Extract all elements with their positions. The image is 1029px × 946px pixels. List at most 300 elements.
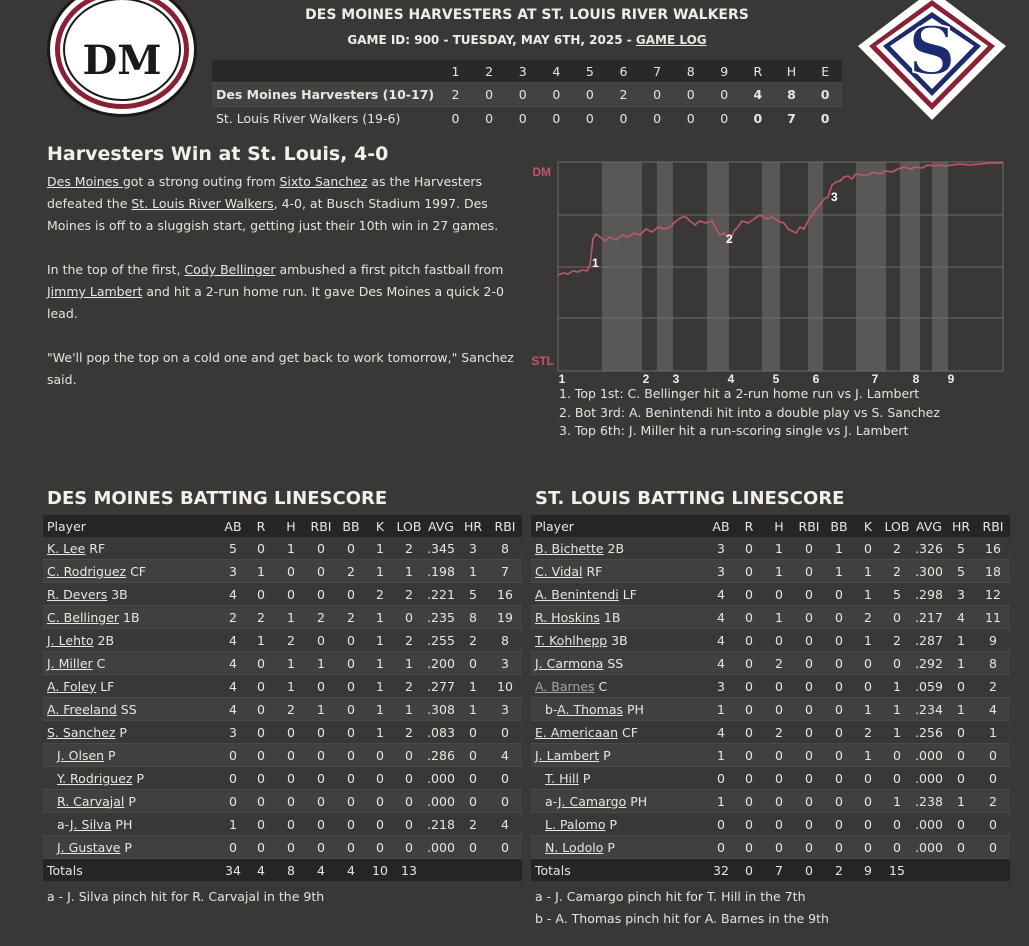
stat-cell: 0 [764, 767, 794, 790]
stat-cell: 0 [946, 721, 976, 744]
player-link[interactable]: A. Thomas [557, 701, 624, 717]
inning-header: 7 [640, 60, 674, 83]
player-cell [43, 652, 220, 675]
stat-cell: 0 [336, 583, 366, 606]
stat-cell: 0 [734, 560, 764, 583]
batting-header-row [43, 515, 522, 537]
stat-cell: .308 [424, 698, 458, 721]
total-cell: 15 [882, 859, 912, 882]
stat-cell: 4 [976, 698, 1010, 721]
event-marker-3: 3 [831, 190, 838, 204]
linescore-cell: 7 [775, 107, 809, 131]
stat-cell: 4 [220, 652, 246, 675]
player-position: 2B [603, 540, 625, 556]
stat-cell: 0 [276, 583, 306, 606]
player-link[interactable]: Y. Rodriguez [57, 770, 133, 786]
player-position: P [124, 793, 136, 809]
stat-cell: 4 [946, 606, 976, 629]
inning-header: 9 [707, 60, 741, 83]
chart-note-3: 3. Top 6th: J. Miller hit a run-scoring single vs J. Lambert [559, 423, 909, 438]
stat-cell: 0 [854, 790, 882, 813]
stat-cell: 0 [306, 744, 336, 767]
linescore-team-name: Des Moines Harvesters (10-17) [212, 83, 439, 107]
stat-cell: 0 [976, 813, 1010, 836]
stat-cell: .238 [912, 790, 946, 813]
player-link[interactable]: T. Hill [545, 770, 579, 786]
stat-cell: .221 [424, 583, 458, 606]
player-link[interactable]: J. Olsen [57, 747, 105, 763]
stat-cell: 4 [220, 698, 246, 721]
player-cell [531, 698, 708, 721]
stat-cell: 0 [794, 744, 824, 767]
player-position: 1B [119, 609, 140, 625]
batting-row [531, 606, 1010, 629]
stat-cell: .286 [424, 744, 458, 767]
stat-cell: 7 [488, 560, 522, 583]
stat-cell: 1 [882, 721, 912, 744]
inning-label: 2 [642, 372, 650, 386]
stat-cell: 2 [764, 652, 794, 675]
player-link[interactable]: C. Rodriguez [47, 563, 127, 579]
stat-cell: 0 [458, 836, 488, 859]
player-cell [531, 629, 708, 652]
player-cell [43, 537, 220, 560]
stat-cell: 0 [764, 790, 794, 813]
player-link[interactable]: R. Hoskins [535, 609, 600, 625]
stat-cell: 0 [336, 744, 366, 767]
player-link[interactable]: A. Benintendi [535, 586, 619, 602]
player-link[interactable]: L. Palomo [545, 816, 606, 832]
stat-cell: 0 [246, 813, 276, 836]
player-position: 3B [107, 586, 128, 602]
stat-cell: 0 [854, 537, 882, 560]
stat-cell: .200 [424, 652, 458, 675]
stat-cell: 1 [394, 560, 424, 583]
batting-row [43, 721, 522, 744]
player-link[interactable]: J. Lehto [47, 632, 94, 648]
player-link[interactable]: R. Devers [47, 586, 108, 602]
player-position: C [92, 655, 106, 671]
linescore-cell: 0 [640, 107, 674, 131]
stat-cell: 18 [976, 560, 1010, 583]
player-link[interactable]: S. Sanchez [47, 724, 116, 740]
stat-cell: 0 [734, 629, 764, 652]
batting-row [531, 537, 1010, 560]
stat-cell: 0 [458, 790, 488, 813]
stat-cell: 0 [976, 767, 1010, 790]
player-cell [43, 698, 220, 721]
stat-cell: 16 [488, 583, 522, 606]
linescore-cell: 0 [808, 83, 842, 107]
stat-cell: 0 [276, 560, 306, 583]
stat-cell: 3 [708, 537, 734, 560]
stat-cell: 1 [824, 560, 854, 583]
stat-cell: 0 [246, 744, 276, 767]
stat-cell: 0 [246, 721, 276, 744]
stat-cell: 0 [220, 767, 246, 790]
stat-cell: 2 [764, 721, 794, 744]
player-link-cody-bellinger[interactable]: Cody Bellinger [184, 262, 276, 277]
player-link[interactable]: T. Kohlhepp [535, 632, 608, 648]
stat-cell: 1 [854, 560, 882, 583]
player-link[interactable]: J. Silva [69, 816, 112, 832]
stat-cell: 0 [394, 836, 424, 859]
stl-batting-table [531, 515, 1010, 881]
player-position: P [603, 839, 615, 855]
stat-cell: 1 [246, 560, 276, 583]
player-cell [43, 560, 220, 583]
stat-cell: 2 [246, 606, 276, 629]
stat-cell: 8 [458, 606, 488, 629]
stat-cell: 1 [276, 606, 306, 629]
player-link[interactable]: A. Freeland [47, 701, 117, 717]
stat-cell: 0 [246, 675, 276, 698]
linescore-cell: 0 [540, 83, 574, 107]
stat-cell: .059 [912, 675, 946, 698]
stat-cell: 2 [854, 721, 882, 744]
stat-cell: .235 [424, 606, 458, 629]
player-link[interactable]: C. Bellinger [47, 609, 120, 625]
stat-cell: 0 [336, 790, 366, 813]
stat-cell: 0 [824, 629, 854, 652]
batting-column-header: RBI [306, 515, 336, 537]
stat-cell: 0 [306, 721, 336, 744]
stat-cell: 0 [734, 698, 764, 721]
stat-cell: .300 [912, 560, 946, 583]
total-cell: 13 [394, 859, 424, 882]
player-cell [531, 606, 708, 629]
batting-column-header: LOB [882, 515, 912, 537]
des-moines-logo [47, 0, 197, 117]
stat-cell: 8 [488, 537, 522, 560]
stat-cell: 0 [488, 767, 522, 790]
stat-cell: 1 [854, 583, 882, 606]
stat-cell: 1 [366, 560, 394, 583]
stat-cell: 3 [708, 560, 734, 583]
stat-cell: 0 [220, 790, 246, 813]
batting-row [43, 652, 522, 675]
dm-batting-table [43, 515, 522, 881]
linescore-cell: 0 [607, 107, 641, 131]
stat-cell: 0 [794, 698, 824, 721]
stat-cell: 0 [794, 721, 824, 744]
sub-prefix: b- [545, 701, 558, 717]
player-position: P [599, 747, 611, 763]
stat-cell: 2 [276, 629, 306, 652]
batting-column-header: Player [43, 515, 220, 537]
stat-cell: 3 [946, 583, 976, 606]
batting-row [531, 836, 1010, 859]
team-link-st-louis[interactable]: St. Louis River Walkers [131, 196, 274, 211]
batting-row [531, 721, 1010, 744]
stat-cell: 9 [976, 629, 1010, 652]
stat-cell: 0 [306, 790, 336, 813]
inning-label: 5 [772, 372, 780, 386]
stat-cell: 16 [976, 537, 1010, 560]
sub-prefix: a- [57, 816, 70, 832]
stat-cell: 0 [336, 813, 366, 836]
linescore-cell: 0 [707, 107, 741, 131]
batting-column-header: K [854, 515, 882, 537]
stat-cell: .234 [912, 698, 946, 721]
player-cell [531, 813, 708, 836]
stat-cell: 0 [306, 629, 336, 652]
inning-labels [559, 372, 955, 386]
linescore-cell: 0 [472, 107, 506, 131]
stat-cell: 0 [708, 813, 734, 836]
inning-label: 6 [812, 372, 820, 386]
inning-header: 5 [573, 60, 607, 83]
linescore-cell: 0 [707, 83, 741, 107]
player-link-sixto-sanchez[interactable]: Sixto Sanchez [279, 174, 368, 189]
stat-cell: 0 [882, 813, 912, 836]
stat-cell: 0 [336, 537, 366, 560]
stat-cell: 5 [220, 537, 246, 560]
stat-cell: 0 [306, 813, 336, 836]
player-position: 1B [599, 609, 621, 625]
inning-header: H [775, 60, 809, 83]
linescore-header [212, 60, 842, 83]
player-cell [43, 629, 220, 652]
linescore-cell: 0 [808, 107, 842, 131]
stat-cell: 0 [246, 537, 276, 560]
player-cell [531, 836, 708, 859]
player-link[interactable]: J. Carmona [535, 655, 604, 671]
player-link[interactable]: J. Miller [47, 655, 93, 671]
inning-header: 4 [540, 60, 574, 83]
total-cell: 0 [734, 859, 764, 882]
linescore-cell: 0 [674, 107, 708, 131]
stat-cell: 0 [734, 790, 764, 813]
stl-footnotes [535, 886, 829, 930]
player-position: LF [618, 586, 637, 602]
player-cell [43, 744, 220, 767]
stat-cell: 1 [366, 537, 394, 560]
stat-cell: 0 [946, 675, 976, 698]
stat-cell: 0 [734, 767, 764, 790]
player-link[interactable]: C. Vidal [535, 563, 583, 579]
stat-cell: 0 [708, 836, 734, 859]
player-cell [531, 767, 708, 790]
player-position: CF [126, 563, 147, 579]
batting-column-header: H [764, 515, 794, 537]
player-position: 3B [607, 632, 628, 648]
player-cell [43, 675, 220, 698]
batting-row [43, 583, 522, 606]
stat-cell: 0 [246, 583, 276, 606]
stat-cell: 0 [824, 721, 854, 744]
stat-cell: 0 [306, 560, 336, 583]
stat-cell: 2 [882, 537, 912, 560]
player-cell [43, 606, 220, 629]
story-paragraph-3: "We'll pop the top on a cold one and get back to work tomorrow," Sanchez said. [47, 350, 514, 387]
stat-cell: 0 [794, 560, 824, 583]
stat-cell: 2 [458, 813, 488, 836]
player-position: RF [582, 563, 603, 579]
player-link[interactable]: J. Lambert [535, 747, 600, 763]
stat-cell: 0 [794, 813, 824, 836]
batting-column-header: K [366, 515, 394, 537]
stat-cell: .000 [424, 767, 458, 790]
event-marker-1: 1 [592, 256, 599, 270]
batting-row [43, 675, 522, 698]
stat-cell: 0 [734, 813, 764, 836]
total-cell: 0 [794, 859, 824, 882]
stat-cell: 2 [336, 606, 366, 629]
linescore-cell: 8 [775, 83, 809, 107]
stat-cell: 0 [794, 537, 824, 560]
player-cell [43, 813, 220, 836]
batting-row [43, 767, 522, 790]
player-link[interactable]: B. Bichette [535, 540, 604, 556]
player-link[interactable]: A. Barnes [535, 678, 595, 694]
batting-column-header: RBI [976, 515, 1010, 537]
batting-row [531, 698, 1010, 721]
stat-cell: 0 [794, 629, 824, 652]
stat-cell: 0 [882, 606, 912, 629]
stat-cell: 4 [220, 629, 246, 652]
player-position: PH [626, 793, 648, 809]
linescore-cell: 0 [472, 83, 506, 107]
stat-cell: 0 [824, 606, 854, 629]
linescore-cell: 0 [540, 107, 574, 131]
stat-cell: 3 [220, 721, 246, 744]
player-cell [531, 744, 708, 767]
team-link-des-moines[interactable]: Des Moines [47, 174, 123, 189]
game-title: DES MOINES HARVESTERS AT ST. LOUIS RIVER WALKERS [305, 7, 749, 23]
stat-cell: 1 [458, 560, 488, 583]
stat-cell: 0 [794, 767, 824, 790]
stat-cell: 0 [824, 652, 854, 675]
player-link[interactable]: R. Carvajal [57, 793, 125, 809]
stat-cell: 0 [882, 652, 912, 675]
batting-column-header: HR [458, 515, 488, 537]
stat-cell: 2 [394, 675, 424, 698]
stat-cell: 0 [854, 836, 882, 859]
stat-cell: .000 [912, 813, 946, 836]
story-body [47, 171, 517, 413]
story-paragraph-2 [47, 259, 517, 325]
batting-row [531, 583, 1010, 606]
stat-cell: 0 [336, 675, 366, 698]
stat-cell: 0 [764, 629, 794, 652]
stat-cell: 0 [794, 583, 824, 606]
stat-cell: 0 [366, 836, 394, 859]
stat-cell: 0 [946, 744, 976, 767]
player-cell [43, 721, 220, 744]
stat-cell: .287 [912, 629, 946, 652]
batting-column-header: RBI [794, 515, 824, 537]
stat-cell: 2 [854, 606, 882, 629]
stat-cell: 4 [708, 583, 734, 606]
stat-cell: 1 [946, 790, 976, 813]
story-text: got a strong outing from [122, 174, 280, 189]
stat-cell: 1 [366, 721, 394, 744]
batting-row [43, 813, 522, 836]
batting-row [43, 836, 522, 859]
player-link-jimmy-lambert[interactable]: Jimmy Lambert [47, 284, 143, 299]
stat-cell: .000 [912, 744, 946, 767]
batting-column-header: R [246, 515, 276, 537]
stat-cell: 1 [366, 698, 394, 721]
stat-cell: 2 [394, 721, 424, 744]
stat-cell: .000 [424, 790, 458, 813]
stat-cell: 0 [854, 652, 882, 675]
player-position: C [594, 678, 608, 694]
stat-cell: 0 [306, 767, 336, 790]
stat-cell: 0 [946, 836, 976, 859]
stat-cell: 1 [366, 629, 394, 652]
inning-header: 1 [439, 60, 473, 83]
game-log-link[interactable]: GAME LOG [635, 33, 707, 47]
player-cell [531, 721, 708, 744]
batting-column-header: HR [946, 515, 976, 537]
stat-cell: 0 [220, 836, 246, 859]
player-link[interactable]: J. Gustave [57, 839, 121, 855]
player-link[interactable]: N. Lodolo [545, 839, 604, 855]
player-link[interactable]: J. Camargo [557, 793, 627, 809]
batting-header-row [531, 515, 1010, 537]
batting-column-header: H [276, 515, 306, 537]
stat-cell: 4 [488, 813, 522, 836]
totals-row [43, 859, 522, 882]
stat-cell: 0 [336, 652, 366, 675]
player-cell [531, 675, 708, 698]
player-position: SS [116, 701, 137, 717]
chart-note-2: 2. Bot 3rd: A. Benintendi hit into a double play vs S. Sanchez [559, 404, 940, 420]
inning-label: 8 [912, 372, 920, 386]
stat-cell: 0 [824, 767, 854, 790]
stat-cell: 0 [366, 767, 394, 790]
stat-cell: 2 [882, 560, 912, 583]
stat-cell: 1 [276, 537, 306, 560]
stat-cell: 2 [976, 790, 1010, 813]
player-cell [43, 767, 220, 790]
stat-cell: 3 [488, 652, 522, 675]
stat-cell: 0 [246, 652, 276, 675]
stat-cell: 0 [734, 744, 764, 767]
stat-cell: .277 [424, 675, 458, 698]
player-cell [43, 583, 220, 606]
total-cell: 8 [276, 859, 306, 882]
stl-batting-title: ST. LOUIS BATTING LINESCORE [535, 488, 845, 509]
stat-cell: 5 [458, 583, 488, 606]
stat-cell: 0 [734, 537, 764, 560]
player-link[interactable]: A. Foley [47, 678, 97, 694]
event-marker-2: 2 [726, 232, 733, 246]
stat-cell: 4 [708, 721, 734, 744]
stat-cell: 0 [824, 813, 854, 836]
player-position: SS [603, 655, 624, 671]
player-cell [531, 537, 708, 560]
stat-cell: 1 [246, 629, 276, 652]
player-position: PH [111, 816, 133, 832]
stat-cell: 4 [708, 652, 734, 675]
batting-column-header: Player [531, 515, 708, 537]
total-cell [424, 859, 458, 882]
story-text: and hit a 2-run home run. It gave Des Moines a quick 2-0 lead. [47, 284, 504, 321]
linescore-cell: 2 [607, 83, 641, 107]
stat-cell: 0 [220, 744, 246, 767]
player-position: LF [96, 678, 115, 694]
stat-cell: 0 [306, 537, 336, 560]
player-link[interactable]: E. Americaan [535, 724, 618, 740]
stat-cell: 1 [366, 652, 394, 675]
player-link[interactable]: K. Lee [47, 540, 86, 556]
total-cell [946, 859, 976, 882]
linescore-row [212, 83, 842, 107]
stat-cell: 0 [394, 767, 424, 790]
